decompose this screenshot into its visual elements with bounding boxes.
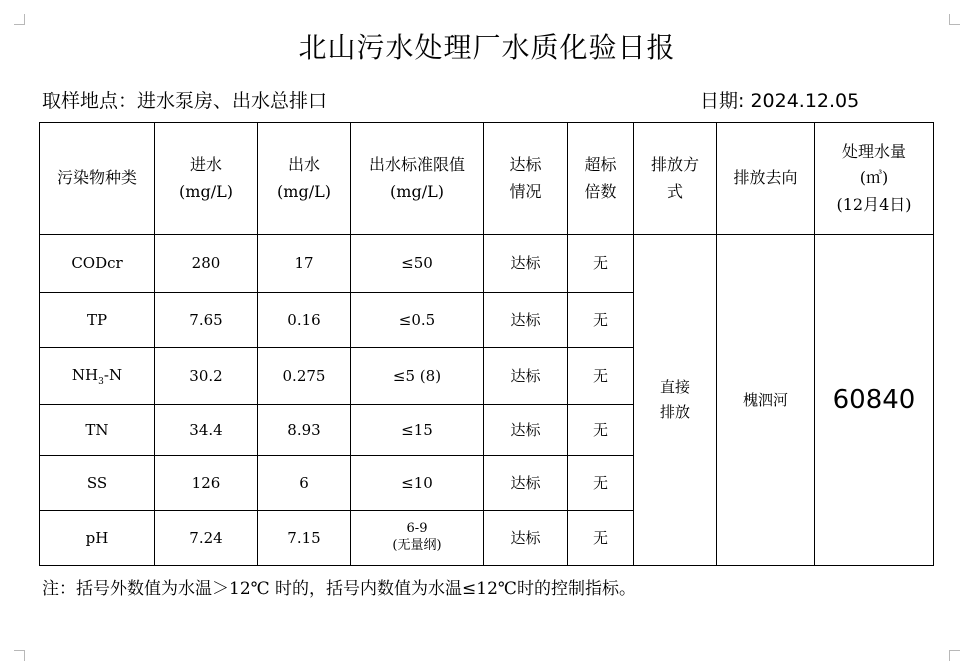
compliance-cell: 达标 [484,348,568,405]
pollutant-cell: TN [40,405,155,456]
influent-cell: 34.4 [155,405,258,456]
effluent-cell: 7.15 [258,511,351,566]
header-discharge-method: 排放方 式 [634,123,717,235]
limit-cell: ≤0.5 [351,293,484,348]
sampling-location: 取样地点：进水泵房、出水总排口 [42,90,328,112]
pollutant-cell: pH [40,511,155,566]
header-compliance: 达标 情况 [484,123,568,235]
report-title: 北山污水处理厂水质化验日报 [298,31,676,64]
influent-cell: 7.65 [155,293,258,348]
limit-cell: ≤50 [351,235,484,293]
influent-cell: 280 [155,235,258,293]
compliance-cell: 达标 [484,456,568,511]
compliance-cell: 达标 [484,511,568,566]
discharge-dest-cell: 槐泗河 [717,235,815,566]
header-limit: 出水标准限值 (mg/L) [351,123,484,235]
pollutant-cell: TP [40,293,155,348]
effluent-cell: 8.93 [258,405,351,456]
corner-mark-top-right [949,14,960,25]
exceed-cell: 无 [568,405,634,456]
pollutant-cell: CODcr [40,235,155,293]
report-date: 日期: 2024.12.05 [700,90,860,112]
compliance-cell: 达标 [484,235,568,293]
pollutant-cell: $NH_3-N$ [40,348,155,405]
effluent-cell: 0.275 [258,348,351,405]
effluent-cell: 0.16 [258,293,351,348]
exceed-cell: 无 [568,348,634,405]
exceed-cell: 无 [568,456,634,511]
influent-cell: 7.24 [155,511,258,566]
exceed-cell: 无 [568,293,634,348]
table-row [40,235,934,293]
volume-cell: 60840 [815,235,934,566]
header-exceed: 超标 倍数 [568,123,634,235]
header-discharge-dest: 排放去向 [717,123,815,235]
effluent-cell: 17 [258,235,351,293]
effluent-cell: 6 [258,456,351,511]
compliance-cell: 达标 [484,405,568,456]
limit-cell: ≤15 [351,405,484,456]
header-influent: 进水 (mg/L) [155,123,258,235]
corner-mark-bottom-left [14,650,25,661]
pollutant-cell: SS [40,456,155,511]
limit-cell: ≤10 [351,456,484,511]
corner-mark-bottom-right [949,650,960,661]
compliance-cell: 达标 [484,293,568,348]
influent-cell: 30.2 [155,348,258,405]
exceed-cell: 无 [568,235,634,293]
footnote: 注：括号外数值为水温＞12℃ 时的，括号内数值为水温≤12℃时的控制指标。 [42,579,636,599]
header-effluent: 出水 (mg/L) [258,123,351,235]
corner-mark-top-left [14,14,25,25]
influent-cell: 126 [155,456,258,511]
water-quality-table [39,122,934,566]
header-pollutant: 污染物种类 [40,123,155,235]
limit-cell: 6-9 (无量纲) [351,511,484,566]
header-volume: 处理水量 (㎥) (12月4日) [815,123,934,235]
header-row [40,123,934,235]
limit-cell: ≤5 (8) [351,348,484,405]
exceed-cell: 无 [568,511,634,566]
discharge-method-cell: 直接 排放 [634,235,717,566]
